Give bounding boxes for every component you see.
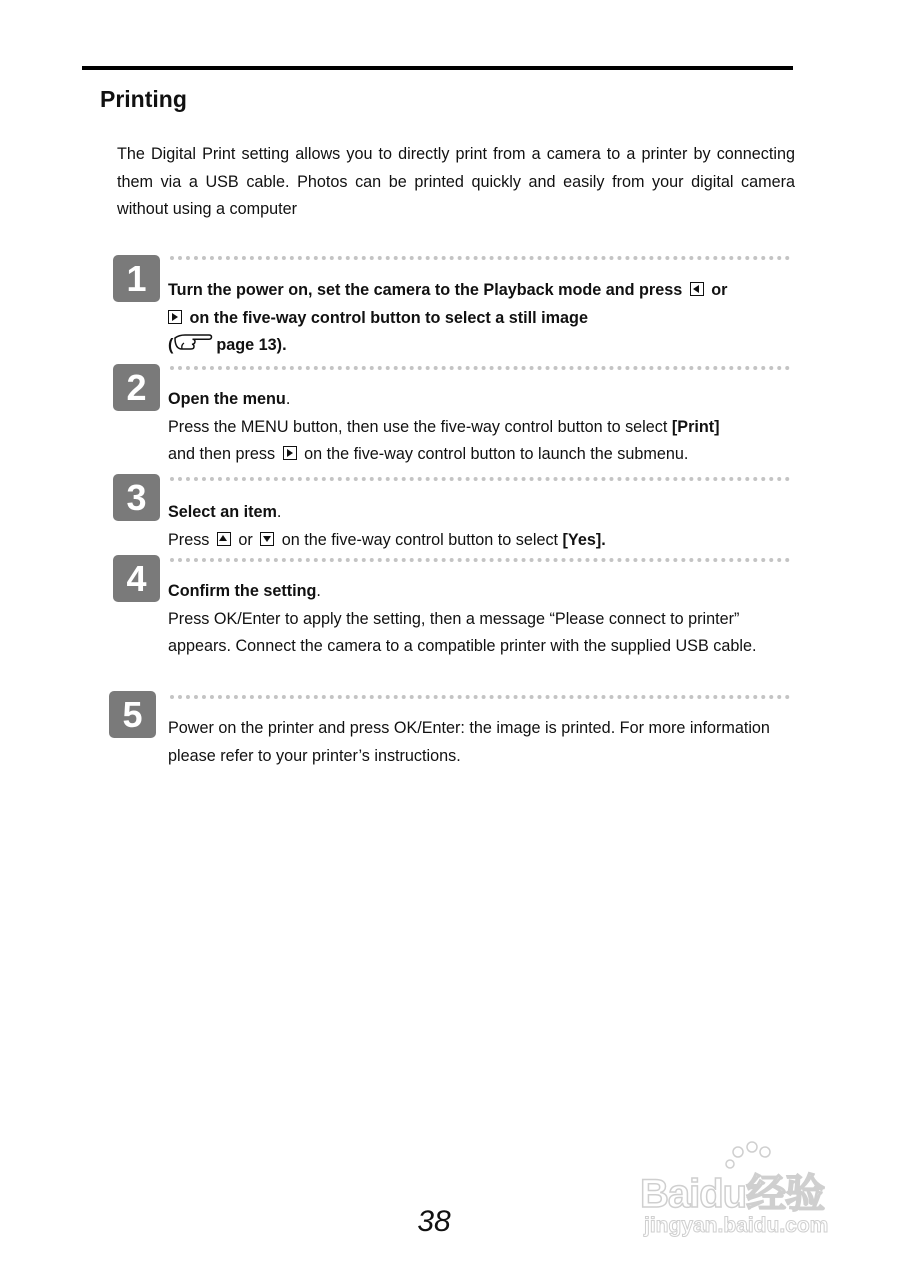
step-4-title: Confirm the setting xyxy=(168,582,317,600)
step-2-number: 2 xyxy=(113,364,160,411)
step-5-number: 5 xyxy=(109,691,156,738)
step-3-text xyxy=(168,499,790,554)
step-3-body-a: Press xyxy=(168,530,210,549)
pointing-hand-icon xyxy=(173,334,213,352)
right-arrow-key-icon xyxy=(168,310,182,324)
step-3-title: Select an item xyxy=(168,503,277,521)
step-3-number: 3 xyxy=(113,474,160,521)
step-divider xyxy=(170,366,790,370)
top-rule xyxy=(82,66,793,70)
step-divider xyxy=(170,558,790,562)
step-2-print-label: [Print] xyxy=(671,417,720,436)
step-2-title: Open the menu xyxy=(168,390,286,408)
baidu-watermark xyxy=(640,1140,855,1250)
step-5-body: Power on the printer and press OK/Enter: the image is printed. For more information please refer to your printer’s instructions. xyxy=(168,719,770,765)
intro-paragraph: The Digital Print setting allows you to directly print from a camera to a printer by connecting them via a USB cable. Photos can be printed quickly and easily from your digital camera without using a computer xyxy=(117,145,795,218)
step-4-number: 4 xyxy=(113,555,160,602)
step-1-or: or xyxy=(711,281,728,299)
step-1-ref-open: ( xyxy=(168,336,174,354)
step-2-period: . xyxy=(285,390,291,408)
step-2-body-d: on the five-way control button to launch the submenu. xyxy=(304,445,689,463)
step-4-period: . xyxy=(316,582,321,600)
step-divider xyxy=(170,256,790,260)
page-number: 38 xyxy=(417,1205,451,1238)
step-3-body-b: on the five-way control button to select xyxy=(281,530,563,549)
step-2-body-a: Press the MENU button, then use the five-way control button to select xyxy=(168,417,672,436)
watermark-url: jingyan.baidu.com xyxy=(644,1214,829,1237)
step-5-text xyxy=(168,715,790,770)
step-4-text xyxy=(168,578,790,661)
step-3-or: or xyxy=(238,530,253,549)
step-3-yes-label: [Yes]. xyxy=(562,530,606,549)
step-1-text xyxy=(168,277,790,360)
step-4-body: Press OK/Enter to apply the setting, then a message “Please connect to printer” appears. Connect the camera to a compatible printer with the supplied USB cable. xyxy=(168,609,757,655)
down-arrow-key-icon xyxy=(260,532,274,546)
right-arrow-key-icon xyxy=(283,446,297,460)
watermark-brand: Baidu经验 xyxy=(640,1172,825,1216)
step-2-body-c: and then press xyxy=(168,445,276,463)
left-arrow-key-icon xyxy=(690,282,704,296)
step-1-line1: Turn the power on, set the camera to the Playback mode and press xyxy=(168,281,683,299)
step-2-text xyxy=(168,386,790,469)
step-divider xyxy=(170,695,790,699)
step-1-line2: on the five-way control button to select a still image xyxy=(189,308,588,327)
up-arrow-key-icon xyxy=(217,532,231,546)
step-1-number: 1 xyxy=(113,255,160,302)
step-divider xyxy=(170,477,790,481)
step-3-period: . xyxy=(276,503,282,521)
page-title: Printing xyxy=(100,86,187,112)
step-1-ref-page: page 13). xyxy=(216,336,287,354)
